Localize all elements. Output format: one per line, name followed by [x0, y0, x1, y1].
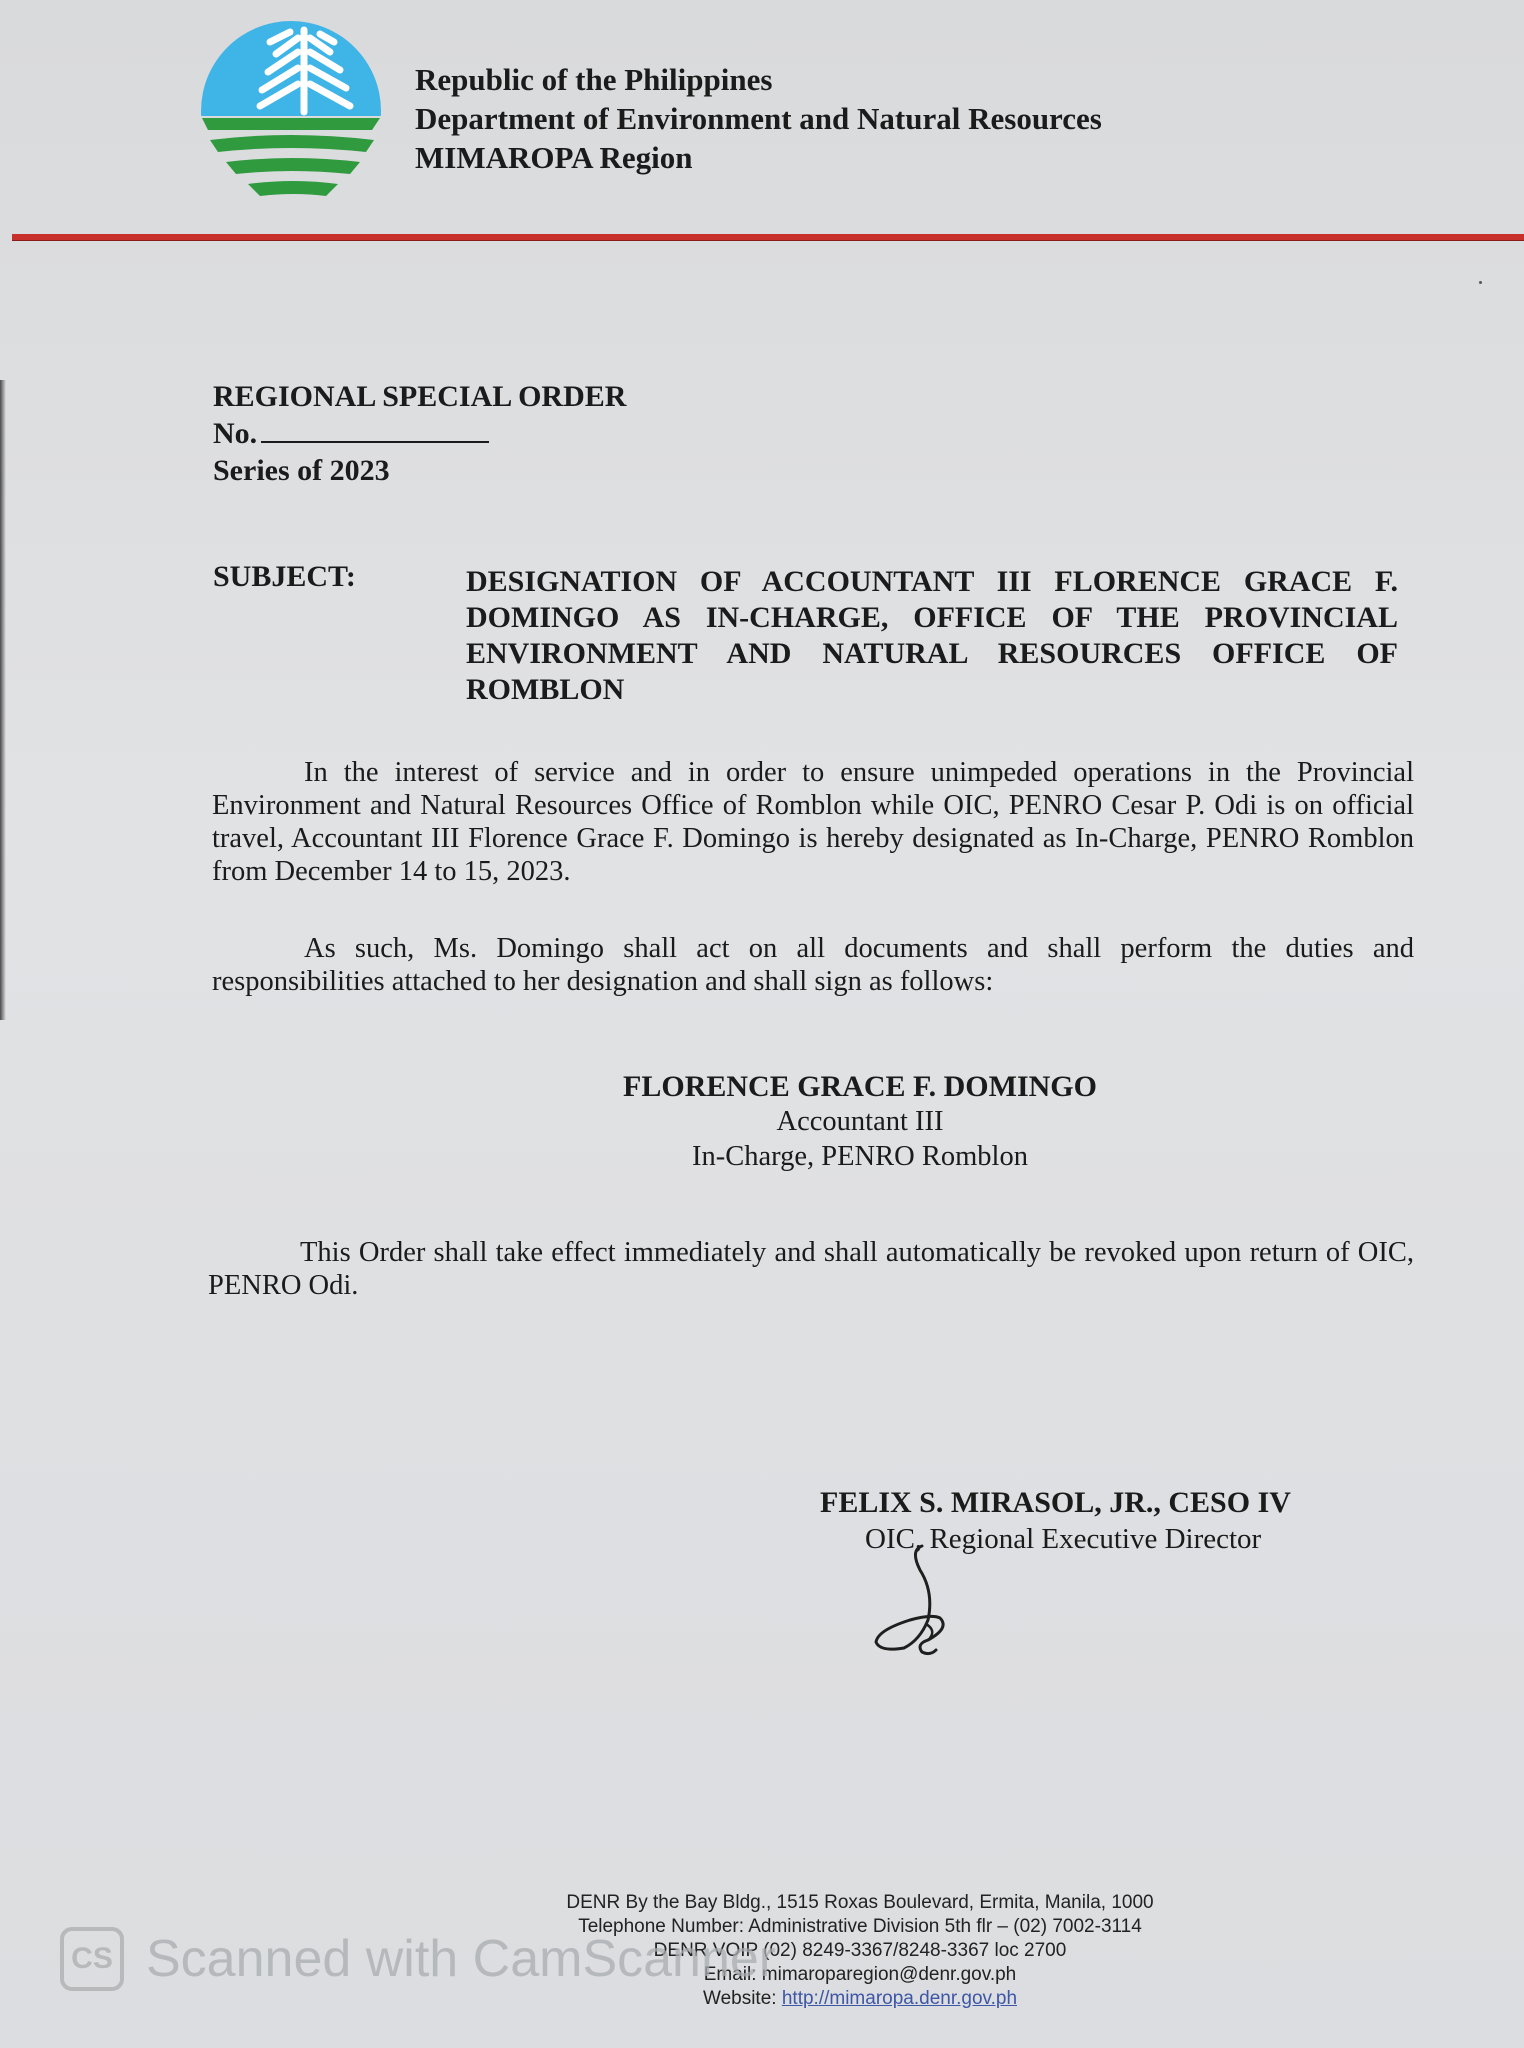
signatory-name: FELIX S. MIRASOL, JR., CESO IV [820, 1486, 1291, 1519]
order-title: REGIONAL SPECIAL ORDER [213, 380, 627, 413]
letterhead [415, 60, 1102, 177]
footer-website-label: Website: [702, 1988, 777, 2009]
scan-speck [1479, 281, 1482, 284]
footer-website-link[interactable]: http://mimaropa.denr.gov.ph [781, 1988, 1018, 2009]
letterhead-region: MIMAROPA Region [415, 140, 693, 175]
subject-label: SUBJECT: [213, 560, 356, 593]
body-paragraph-1: In the interest of service and in order to ensure unimpeded operations in the Provincial Environment and Natural Resources Office of Romblon while OIC, PENRO Cesar P. Odi is on official travel, Accountant III Florence Grace F. Domingo is hereby designated as In-Charge, PENRO Romblon from December 14 to 15, 2023. [212, 757, 1414, 887]
footer-email: Email: mimaroparegion@denr.gov.ph [703, 1964, 1017, 1985]
designee-name: FLORENCE GRACE F. DOMINGO [623, 1070, 1097, 1103]
designee-position: Accountant III [776, 1106, 944, 1137]
letterhead-department: Department of Environment and Natural Resources [415, 101, 1102, 136]
designee-designation: In-Charge, PENRO Romblon [692, 1141, 1028, 1172]
camscanner-text: Scanned with CamScanner [146, 1930, 777, 1988]
letterhead-divider [12, 234, 1524, 241]
order-number-line [213, 415, 626, 452]
camscanner-logo-icon: CS [60, 1927, 124, 1991]
denr-logo [200, 18, 382, 204]
footer-voip: DENR VOIP (02) 8249-3367/8248-3367 loc 2700 [653, 1940, 1067, 1961]
scan-edge-shadow [0, 380, 6, 1020]
body-paragraph-2: As such, Ms. Domingo shall act on all documents and shall perform the duties and responsibilities attached to her designation and shall sign as follows: [212, 933, 1414, 997]
letterhead-country: Republic of the Philippines [415, 62, 773, 97]
order-number-blank [261, 417, 489, 443]
footer-telephone: Telephone Number: Administrative Division 5th flr – (02) 7002-3114 [578, 1916, 1142, 1937]
footer-address: DENR By the Bay Bldg., 1515 Roxas Boulevard, Ermita, Manila, 1000 [566, 1892, 1154, 1913]
subject-text: DESIGNATION OF ACCOUNTANT III FLORENCE GRACE F. DOMINGO AS IN-CHARGE, OFFICE OF THE PROVINCIAL ENVIRONMENT AND NATURAL RESOURCES OFFICE OF ROMBLON [466, 565, 1398, 706]
order-series: Series of 2023 [213, 454, 390, 487]
order-number-label: No. [213, 417, 258, 450]
signatory-title: OIC, Regional Executive Director [865, 1523, 1262, 1555]
designee-signature-block [560, 1069, 1160, 1174]
order-heading [213, 378, 626, 489]
handwritten-signature [870, 1540, 980, 1660]
camscanner-watermark [60, 1923, 776, 1995]
body-paragraph-3: This Order shall take effect immediately and shall automatically be revoked upon return of OIC, PENRO Odi. [208, 1237, 1414, 1301]
